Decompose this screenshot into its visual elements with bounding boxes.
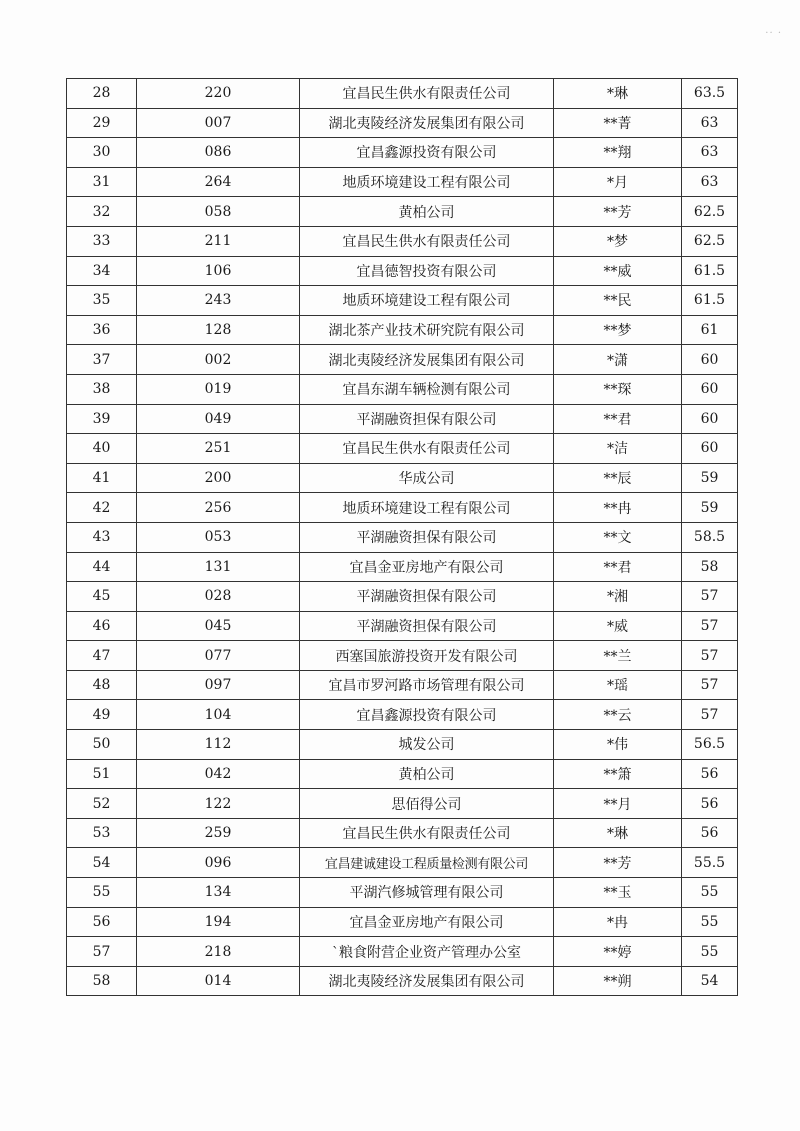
rank-cell: 52 [67,789,137,819]
rank-cell: 58 [67,966,137,996]
organization-cell: 湖北夷陵经济发展集团有限公司 [300,966,554,996]
organization-cell: 华成公司 [300,463,554,493]
id-cell: 053 [137,522,300,552]
rank-cell: 53 [67,818,137,848]
table-row [67,789,738,819]
organization-cell: 黄柏公司 [300,759,554,789]
organization-cell: 宜昌德智投资有限公司 [300,256,554,286]
name-cell: **琛 [554,374,682,404]
score-cell: 55.5 [682,848,738,878]
name-cell: **民 [554,286,682,316]
id-cell: 220 [137,79,300,109]
id-cell: 058 [137,197,300,227]
score-cell: 55 [682,878,738,908]
name-cell: *月 [554,167,682,197]
organization-cell: 宜昌民生供水有限责任公司 [300,818,554,848]
organization-cell: 西塞国旅游投资开发有限公司 [300,641,554,671]
rank-cell: 30 [67,138,137,168]
table-row [67,611,738,641]
score-cell: 55 [682,937,738,967]
score-cell: 56.5 [682,730,738,760]
score-cell: 58.5 [682,522,738,552]
organization-cell: 宜昌金亚房地产有限公司 [300,552,554,582]
id-cell: 264 [137,167,300,197]
organization-cell: 平湖融资担保有限公司 [300,404,554,434]
name-cell: *威 [554,611,682,641]
organization-cell: 地质环境建设工程有限公司 [300,286,554,316]
table-row [67,79,738,109]
organization-cell: 宜昌东湖车辆检测有限公司 [300,374,554,404]
rank-cell: 56 [67,907,137,937]
name-cell: **君 [554,404,682,434]
rank-cell: 44 [67,552,137,582]
score-cell: 58 [682,552,738,582]
scan-mark: ·· · [765,28,782,39]
id-cell: 045 [137,611,300,641]
name-cell: *梦 [554,226,682,256]
organization-cell: 宜昌市罗河路市场管理有限公司 [300,670,554,700]
organization-cell: 湖北夷陵经济发展集团有限公司 [300,108,554,138]
rank-cell: 50 [67,730,137,760]
score-cell: 55 [682,907,738,937]
id-cell: 200 [137,463,300,493]
id-cell: 019 [137,374,300,404]
id-cell: 243 [137,286,300,316]
organization-cell: 地质环境建设工程有限公司 [300,167,554,197]
rank-cell: 33 [67,226,137,256]
organization-cell: 平湖融资担保有限公司 [300,582,554,612]
id-cell: 134 [137,878,300,908]
rank-cell: 55 [67,878,137,908]
rank-cell: 41 [67,463,137,493]
table-body [67,79,738,996]
name-cell: *琳 [554,818,682,848]
table-row [67,226,738,256]
score-cell: 63 [682,108,738,138]
score-cell: 60 [682,374,738,404]
score-table [66,78,738,996]
rank-cell: 48 [67,670,137,700]
rank-cell: 36 [67,315,137,345]
score-cell: 60 [682,345,738,375]
name-cell: **玉 [554,878,682,908]
score-cell: 56 [682,789,738,819]
name-cell: *潇 [554,345,682,375]
id-cell: 002 [137,345,300,375]
id-cell: 259 [137,818,300,848]
organization-cell: 宜昌鑫源投资有限公司 [300,138,554,168]
organization-cell: 黄柏公司 [300,197,554,227]
rank-cell: 46 [67,611,137,641]
name-cell: **君 [554,552,682,582]
table-row [67,759,738,789]
name-cell: **云 [554,700,682,730]
name-cell: **冉 [554,493,682,523]
id-cell: 086 [137,138,300,168]
organization-cell: 宜昌民生供水有限责任公司 [300,226,554,256]
score-cell: 62.5 [682,197,738,227]
score-cell: 59 [682,493,738,523]
rank-cell: 28 [67,79,137,109]
table-row [67,197,738,227]
rank-cell: 37 [67,345,137,375]
rank-cell: 39 [67,404,137,434]
name-cell: **翔 [554,138,682,168]
organization-cell: 宜昌鑫源投资有限公司 [300,700,554,730]
score-cell: 63.5 [682,79,738,109]
organization-cell: 平湖融资担保有限公司 [300,522,554,552]
table-row [67,641,738,671]
rank-cell: 29 [67,108,137,138]
score-cell: 61.5 [682,286,738,316]
table-row [67,434,738,464]
organization-cell: 湖北夷陵经济发展集团有限公司 [300,345,554,375]
table-row [67,818,738,848]
table-row [67,108,738,138]
score-cell: 57 [682,582,738,612]
rank-cell: 35 [67,286,137,316]
id-cell: 128 [137,315,300,345]
organization-cell: 宜昌建诚建设工程质量检测有限公司 [300,848,554,878]
organization-cell: 宜昌民生供水有限责任公司 [300,434,554,464]
name-cell: *伟 [554,730,682,760]
organization-cell: 地质环境建设工程有限公司 [300,493,554,523]
name-cell: **朔 [554,966,682,996]
name-cell: **兰 [554,641,682,671]
name-cell: **箫 [554,759,682,789]
rank-cell: 51 [67,759,137,789]
rank-cell: 45 [67,582,137,612]
table-row [67,582,738,612]
table-row [67,315,738,345]
score-cell: 63 [682,167,738,197]
name-cell: **威 [554,256,682,286]
id-cell: 112 [137,730,300,760]
name-cell: **婷 [554,937,682,967]
id-cell: 028 [137,582,300,612]
table-row [67,966,738,996]
rank-cell: 42 [67,493,137,523]
rank-cell: 32 [67,197,137,227]
table-row [67,493,738,523]
id-cell: 106 [137,256,300,286]
score-cell: 62.5 [682,226,738,256]
score-cell: 54 [682,966,738,996]
id-cell: 049 [137,404,300,434]
score-cell: 60 [682,404,738,434]
id-cell: 042 [137,759,300,789]
name-cell: **梦 [554,315,682,345]
organization-cell: 思佰得公司 [300,789,554,819]
rank-cell: 54 [67,848,137,878]
table-row [67,907,738,937]
score-cell: 56 [682,759,738,789]
rank-cell: 57 [67,937,137,967]
id-cell: 218 [137,937,300,967]
name-cell: *冉 [554,907,682,937]
table-row [67,522,738,552]
name-cell: **芳 [554,197,682,227]
name-cell: **月 [554,789,682,819]
organization-cell: `粮食附营企业资产管理办公室 [300,937,554,967]
score-cell: 60 [682,434,738,464]
table-row [67,463,738,493]
score-cell: 57 [682,611,738,641]
name-cell: **辰 [554,463,682,493]
table-row [67,848,738,878]
name-cell: *瑶 [554,670,682,700]
table-row [67,937,738,967]
score-cell: 57 [682,641,738,671]
rank-cell: 31 [67,167,137,197]
name-cell: **文 [554,522,682,552]
name-cell: **芳 [554,848,682,878]
table-row [67,700,738,730]
table-row [67,552,738,582]
score-cell: 57 [682,670,738,700]
organization-cell: 平湖汽修城管理有限公司 [300,878,554,908]
name-cell: **菁 [554,108,682,138]
score-cell: 61.5 [682,256,738,286]
organization-cell: 平湖融资担保有限公司 [300,611,554,641]
score-cell: 61 [682,315,738,345]
table-row [67,345,738,375]
rank-cell: 34 [67,256,137,286]
table-row [67,670,738,700]
table-row [67,167,738,197]
score-cell: 59 [682,463,738,493]
id-cell: 256 [137,493,300,523]
rank-cell: 38 [67,374,137,404]
id-cell: 007 [137,108,300,138]
table-row [67,256,738,286]
table-row [67,878,738,908]
table-row [67,730,738,760]
id-cell: 097 [137,670,300,700]
id-cell: 131 [137,552,300,582]
organization-cell: 宜昌民生供水有限责任公司 [300,79,554,109]
score-cell: 56 [682,818,738,848]
table-row [67,286,738,316]
id-cell: 251 [137,434,300,464]
organization-cell: 城发公司 [300,730,554,760]
id-cell: 014 [137,966,300,996]
id-cell: 122 [137,789,300,819]
name-cell: *湘 [554,582,682,612]
rank-cell: 49 [67,700,137,730]
id-cell: 077 [137,641,300,671]
id-cell: 211 [137,226,300,256]
id-cell: 194 [137,907,300,937]
table-row [67,138,738,168]
score-cell: 63 [682,138,738,168]
organization-cell: 湖北茶产业技术研究院有限公司 [300,315,554,345]
table-row [67,404,738,434]
name-cell: *洁 [554,434,682,464]
id-cell: 096 [137,848,300,878]
table-row [67,374,738,404]
rank-cell: 47 [67,641,137,671]
rank-cell: 43 [67,522,137,552]
organization-cell: 宜昌金亚房地产有限公司 [300,907,554,937]
rank-cell: 40 [67,434,137,464]
id-cell: 104 [137,700,300,730]
score-cell: 57 [682,700,738,730]
name-cell: *琳 [554,79,682,109]
